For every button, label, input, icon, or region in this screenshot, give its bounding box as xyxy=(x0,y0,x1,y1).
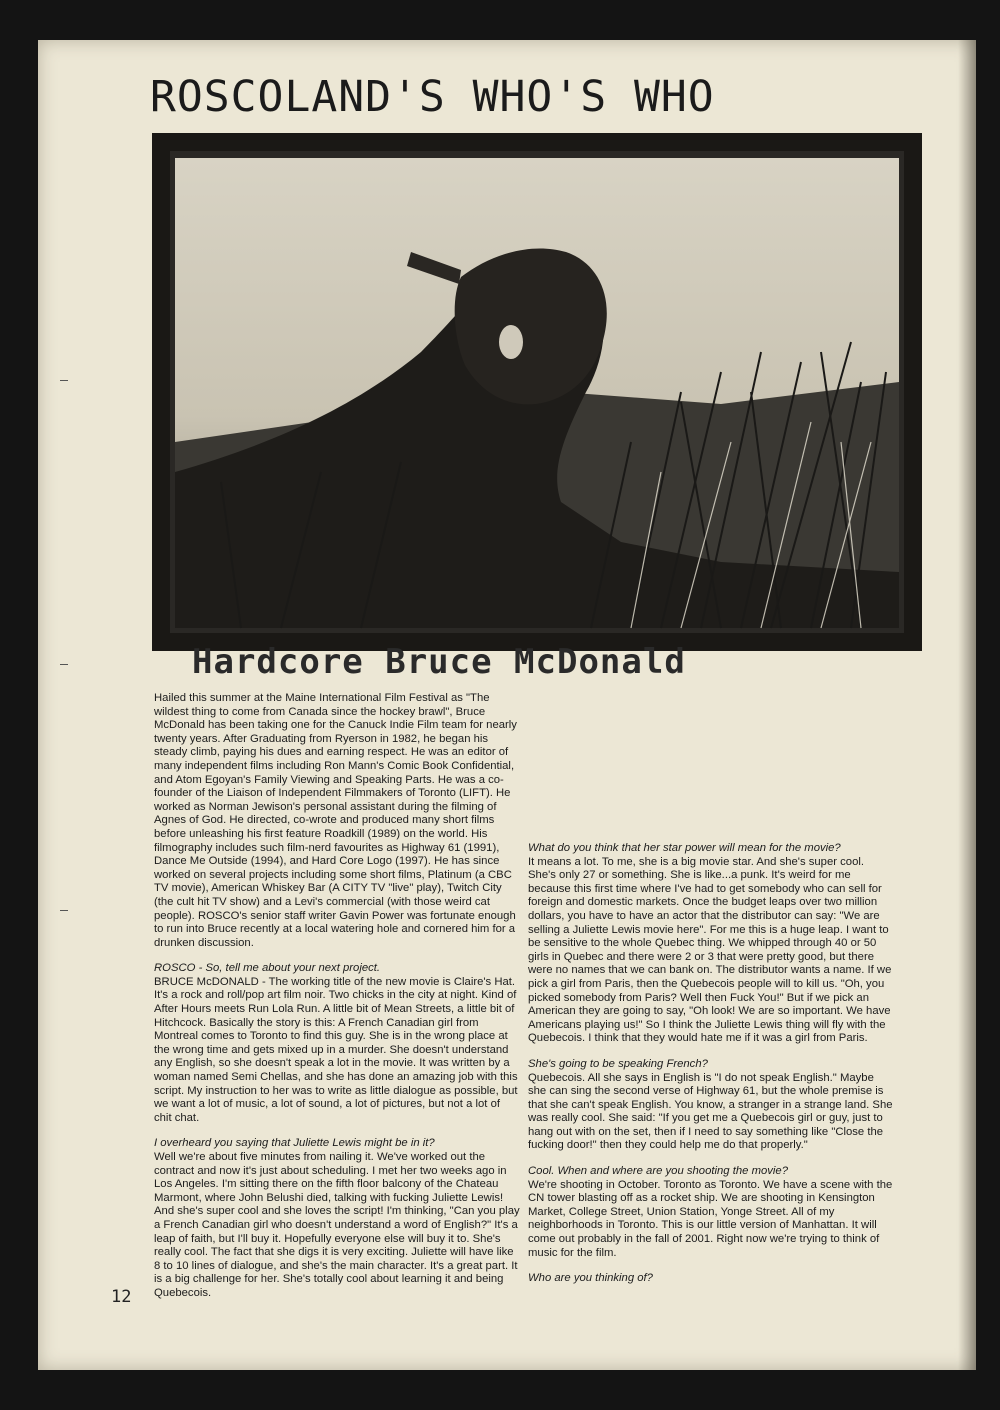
article-column-right xyxy=(528,692,894,1286)
article-subtitle: Hardcore Bruce McDonald xyxy=(192,642,686,682)
staple-mark xyxy=(60,380,68,385)
interview-question: What do you think that her star power will mean for the movie? xyxy=(528,842,841,854)
interview-question: ROSCO - So, tell me about your next project. xyxy=(154,962,381,975)
interview-answer: Quebecois. All she says in English is "I do not speak English." Maybe she can sing the second verse of Highway 61, but the whole premise is that she can't speak English. You know, a stranger in a strange land. She was really cool. She said: "If you get me a Quebecois girl or guy, just to hang out with on the set, then if I need to say something like "Close the fucking door!" then they could help me do that properly." xyxy=(528,1071,893,1152)
paper-edge-shadow xyxy=(958,40,976,1370)
interview-answer: BRUCE McDONALD - The working title of the new movie is Claire's Hat. It's a rock and roll/pop art film noir. Two chicks in the city at night. Kind of After Hours meets Run Lola Run. A little bit of Mean Streets, a little bit of Hitchcock. Basically the story is this: A French Canadian girl from Montreal comes to Toronto to find this guy. She is in the wrong place at the wrong time and gets mixed up in a murder. She doesn't understand any English, so she doesn't speak a lot in the movie. It was written by a woman named Semi Chellas, and she has done an amazing job with this script. My instruction to her was to write as little dialogue as possible, but we want a lot of music, a lot of sound, a lot of pictures, but not a lot of chit chat. xyxy=(154,975,518,1124)
interview-answer: It means a lot. To me, she is a big movie star. And she's super cool. She's only 27 or something. She is like...a punk. It's weird for me because this first time where I've had to get somebody who can sell for foreign and domestic markets. Once the budget leaps over two million dollars, you have to have an actor that the distributor can say: "We are selling a Juliette Lewis movie here". For me this is a huge leap. I want to be sensitive to the whole Quebec thing. We whipped through 40 or 50 girls in Quebec and there were 2 or 3 that were pretty good, but there were no names that we can bank on. The distributor wants a name. If we pick a girl from Paris, then the Quebecois people will to kill us. "Oh, you picked somebody from Paris? Well then Fuck You!" But if we pick an American they are going to say, "Oh look! We are so important. We have Americans playing us!" So I think the Juliette Lewis thing will fly with the Quebecois. I think that they would hate me if it was a girl from Paris. xyxy=(528,855,892,1045)
page-title: ROSCOLAND'S WHO'S WHO xyxy=(150,72,715,122)
interview-answer: Well we're about five minutes from nailing it. We've worked out the contract and now it's just about scheduling. I met her two weeks ago in Los Angeles. I'm sitting there on the fifth floor balcony of the Chateau Marmont, where John Belushi died, talking with fucking Juliette Lewis! And she's super cool and she loves the script! I'm thinking, "Can you play a French Canadian girl who doesn't understand a word of English?" It's a leap of faith, but I'll buy it. Hopefully everyone else will buy it to. She's really cool. The fact that she digs it is very exciting. Juliette will have like 8 to 10 lines of dialogue, and she's the main character. It's a great part. It is a big challenge for her. She's totally cool about learning it and being Quebecois. xyxy=(154,1151,520,1299)
interview-question: Who are you thinking of? xyxy=(528,1272,653,1285)
interview-question: I overheard you saying that Juliette Lewis might be in it? xyxy=(154,1137,435,1150)
interview-answer: We're shooting in October. Toronto as Toronto. We have a scene with the CN tower blasting off as a rocket ship. We are shooting in Kensington Market, College Street, Union Station, Yonge Street. All of my neighborhoods in Toronto. This is our little version of Manhattan. It will come out probably in the fall of 2001. Right now we're trying to think of music for the film. xyxy=(528,1178,893,1259)
staple-mark xyxy=(60,664,68,669)
portrait-photo xyxy=(161,142,913,642)
staple-mark xyxy=(60,910,68,915)
page-number: 12 xyxy=(111,1287,132,1307)
article-intro: Hailed this summer at the Maine International Film Festival as "The wildest thing to come from Canada since the hockey brawl", Bruce McDonald has been taking one for the Canuck Indie Film team for nearly twenty years. After Graduating from Ryerson in 1982, he began his steady climb, paying his dues and earning respect. He was an editor of many independent films including Ron Mann's Comic Book Confidential, and Atom Egoyan's Family Viewing and Speaking Parts. He was a co-founder of the Liaison of Independent Filmmakers of Toronto (LIFT). He worked as Norman Jewison's personal assistant during the filming of Agnes of God. He directed, co-wrote and produced many short films before unleashing his first feature Roadkill (1989) on the world. His filmography includes such film-nerd favourites as Highway 61 (1991), Dance Me Outside (1994), and Hard Core Logo (1997). He has since worked on several projects including some short films, Platinum (a CBC TV movie), American Whiskey Bar (A CITY TV "live" play), Twitch City (the cult hit TV show) and a Levi's commercial (with those weird cat people). ROSCO's senior staff writer Gavin Power was fortunate enough to run into Bruce recently at a local watering hole and cornered him for a drunken discussion. xyxy=(154,692,517,949)
interview-question: She's going to be speaking French? xyxy=(528,1057,708,1070)
article-column-left xyxy=(154,692,520,1299)
interview-question: Cool. When and where are you shooting the movie? xyxy=(528,1165,788,1178)
